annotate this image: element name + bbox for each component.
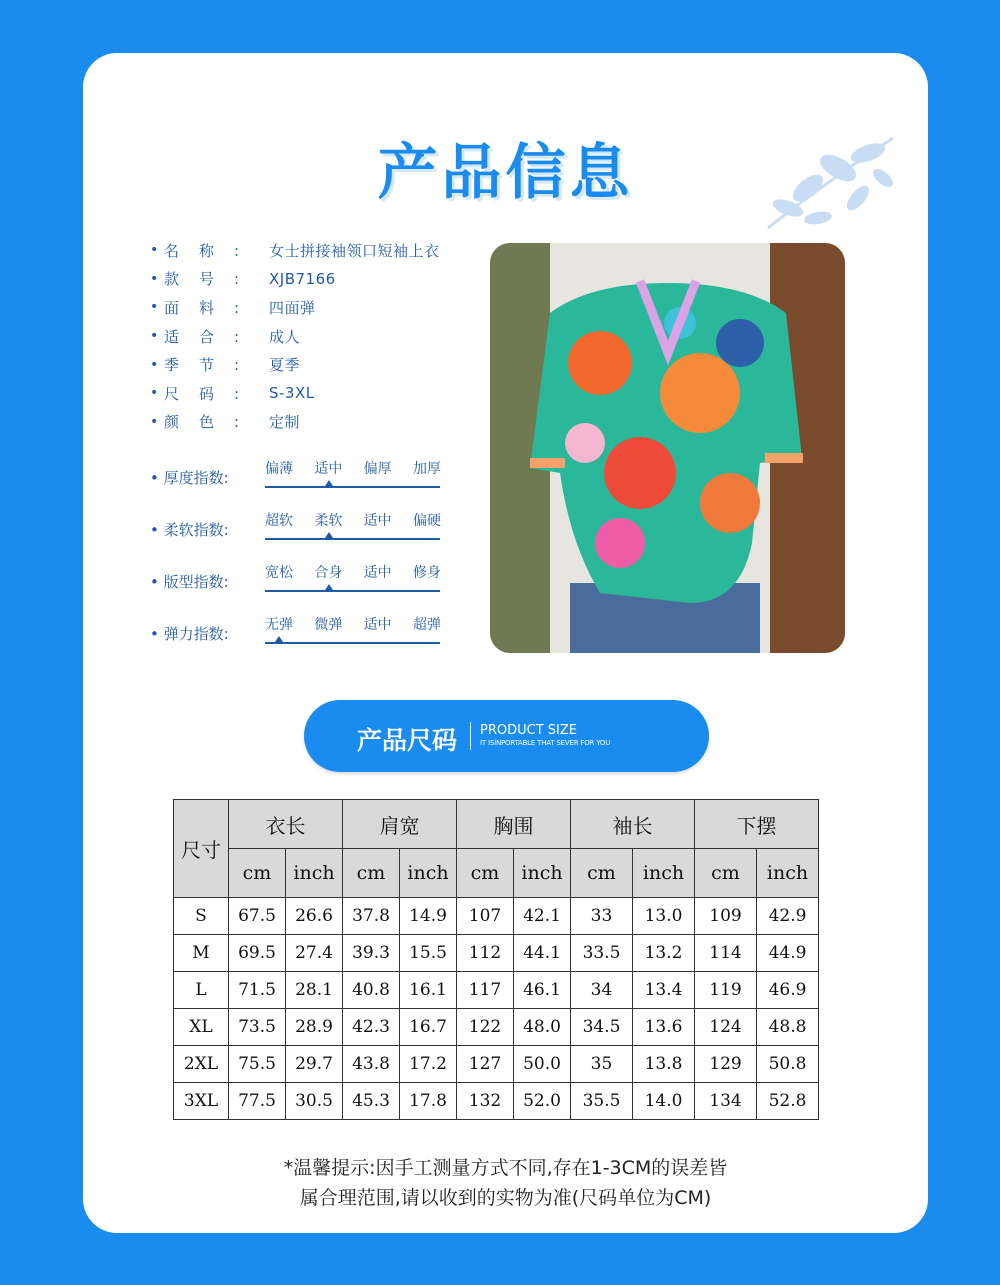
index-option: 偏硬 [412,513,441,529]
info-value: S-3XL [269,384,315,403]
table-cell: 16.7 [400,1009,457,1046]
bullet-icon: • [150,299,159,316]
table-cell: 35.5 [571,1083,633,1120]
index-options [265,562,441,582]
bullet-icon: • [150,385,159,402]
index-label: • 厚度指数: [150,469,229,487]
unit-cell: inch [757,849,819,898]
info-label: 季节: [164,356,260,375]
size-table-units [174,849,819,898]
group-header-cell: 袖长 [571,800,695,849]
table-cell: 52.0 [514,1083,571,1120]
index-label: • 版型指数: [150,573,229,591]
index-marker-icon [275,636,283,642]
info-row-size [150,379,490,408]
size-cell: XL [174,1009,229,1046]
table-cell: 13.8 [633,1046,695,1083]
banner-tagline: IT ISINPORTABLE THAT SEVER FOR YOU [480,739,611,747]
product-info-card [83,53,928,1233]
info-label: 款号: [164,270,260,289]
group-header-cell: 衣长 [229,800,343,849]
index-label: • 柔软指数: [150,521,229,539]
table-cell: 69.5 [229,935,286,972]
measurement-note [83,1153,928,1213]
table-cell: 122 [457,1009,514,1046]
info-row-color [150,408,490,437]
page-title: 产品信息 [377,138,634,208]
table-cell: 50.8 [757,1046,819,1083]
table-cell: 109 [695,898,757,935]
note-line: *温馨提示:因手工测量方式不同,存在1-3CM的误差皆 [283,1157,728,1179]
bullet-icon: • [150,413,159,430]
table-cell: 14.0 [633,1083,695,1120]
table-cell: 132 [457,1083,514,1120]
table-cell: 17.2 [400,1046,457,1083]
table-cell: 27.4 [286,935,343,972]
bullet-icon: • [150,242,159,259]
unit-cell: inch [514,849,571,898]
unit-cell: cm [457,849,514,898]
info-label: 适合: [164,327,260,346]
table-cell: 44.9 [757,935,819,972]
group-header-cell: 下摆 [695,800,819,849]
index-scale-line [265,590,440,592]
index-option: 偏厚 [363,461,392,477]
table-cell: 30.5 [286,1083,343,1120]
table-cell: 13.0 [633,898,695,935]
table-cell: 15.5 [400,935,457,972]
size-cell: L [174,972,229,1009]
table-cell: 33 [571,898,633,935]
unit-cell: inch [400,849,457,898]
info-row-season [150,350,490,379]
info-value: XJB7166 [269,269,336,288]
table-row [174,1009,819,1046]
table-cell: 75.5 [229,1046,286,1083]
table-cell: 46.1 [514,972,571,1009]
table-cell: 46.9 [757,972,819,1009]
table-cell: 50.0 [514,1046,571,1083]
unit-cell: cm [229,849,286,898]
table-cell: 37.8 [343,898,400,935]
table-cell: 34 [571,972,633,1009]
table-cell: 17.8 [400,1083,457,1120]
table-cell: 71.5 [229,972,286,1009]
index-marker-icon [325,584,333,590]
index-scale-line [265,642,440,644]
table-cell: 42.3 [343,1009,400,1046]
info-value: 女士拼接袖领口短袖上衣 [269,241,440,260]
product-info-list [150,236,490,436]
banner-divider [470,722,471,750]
table-cell: 129 [695,1046,757,1083]
index-options [265,458,441,478]
unit-cell: cm [571,849,633,898]
table-cell: 14.9 [400,898,457,935]
table-cell: 107 [457,898,514,935]
table-cell: 42.9 [757,898,819,935]
table-cell: 13.6 [633,1009,695,1046]
unit-cell: inch [286,849,343,898]
leaf-decoration-icon [708,118,898,238]
table-row [174,1046,819,1083]
table-row [174,898,819,935]
bullet-icon: • [150,270,159,287]
info-label: 名称: [164,241,260,260]
index-options [265,614,441,634]
index-option: 合身 [314,565,343,581]
index-marker-icon [325,480,333,486]
table-cell: 44.1 [514,935,571,972]
table-cell: 16.1 [400,972,457,1009]
size-cell: 2XL [174,1046,229,1083]
index-options [265,510,441,530]
unit-cell: cm [343,849,400,898]
table-cell: 33.5 [571,935,633,972]
unit-cell: inch [633,849,695,898]
size-table-header [174,800,819,849]
product-photo [490,243,845,653]
table-cell: 13.2 [633,935,695,972]
table-cell: 13.4 [633,972,695,1009]
table-cell: 77.5 [229,1083,286,1120]
index-option: 适中 [363,513,392,529]
table-cell: 48.8 [757,1009,819,1046]
index-scale-line [265,486,440,488]
index-option: 微弹 [314,617,343,633]
bullet-icon: • [150,328,159,345]
table-cell: 45.3 [343,1083,400,1120]
size-cell: M [174,935,229,972]
table-cell: 127 [457,1046,514,1083]
table-cell: 42.1 [514,898,571,935]
index-option: 超软 [265,513,293,529]
index-option: 超弹 [412,617,441,633]
size-cell: 3XL [174,1083,229,1120]
info-row-fabric [150,293,490,322]
info-label: 尺码: [164,384,260,403]
note-line: 属合理范围,请以收到的实物为准(尺码单位为CM) [299,1187,712,1209]
index-option: 加厚 [412,461,441,477]
group-header-cell: 肩宽 [343,800,457,849]
table-cell: 52.8 [757,1083,819,1120]
table-cell: 29.7 [286,1046,343,1083]
table-cell: 134 [695,1083,757,1120]
index-option: 适中 [363,565,392,581]
index-scale-line [265,538,440,540]
table-cell: 117 [457,972,514,1009]
table-row [174,1083,819,1120]
banner-subtitle: PRODUCT SIZE [480,723,577,738]
info-row-suitable [150,322,490,351]
info-value: 四面弹 [269,298,316,317]
info-row-style-no [150,265,490,294]
size-header-cell: 尺寸 [174,800,229,898]
table-cell: 43.8 [343,1046,400,1083]
info-row-name [150,236,490,265]
index-option: 适中 [314,461,343,477]
index-option: 柔软 [314,513,343,529]
size-table [173,799,819,1120]
info-value: 成人 [269,327,301,346]
index-option: 修身 [412,565,441,581]
index-option: 偏薄 [265,461,293,477]
table-cell: 39.3 [343,935,400,972]
table-row [174,972,819,1009]
table-cell: 40.8 [343,972,400,1009]
info-value: 夏季 [269,356,301,375]
table-cell: 119 [695,972,757,1009]
index-option: 无弹 [265,617,293,633]
unit-cell: cm [695,849,757,898]
table-cell: 28.9 [286,1009,343,1046]
index-option: 宽松 [265,565,293,581]
info-label: 颜色: [164,413,260,432]
table-cell: 28.1 [286,972,343,1009]
table-cell: 26.6 [286,898,343,935]
index-marker-icon [325,532,333,538]
banner-title: 产品尺码 [357,726,458,755]
table-cell: 112 [457,935,514,972]
group-header-cell: 胸围 [457,800,571,849]
table-row [174,935,819,972]
table-cell: 34.5 [571,1009,633,1046]
table-cell: 67.5 [229,898,286,935]
table-cell: 73.5 [229,1009,286,1046]
table-cell: 114 [695,935,757,972]
table-cell: 35 [571,1046,633,1083]
info-label: 面料: [164,298,260,317]
product-size-banner [304,700,709,772]
table-cell: 48.0 [514,1009,571,1046]
size-cell: S [174,898,229,935]
bullet-icon: • [150,356,159,373]
info-value: 定制 [269,413,301,432]
index-option: 适中 [363,617,392,633]
index-label: • 弹力指数: [150,625,229,643]
table-cell: 124 [695,1009,757,1046]
